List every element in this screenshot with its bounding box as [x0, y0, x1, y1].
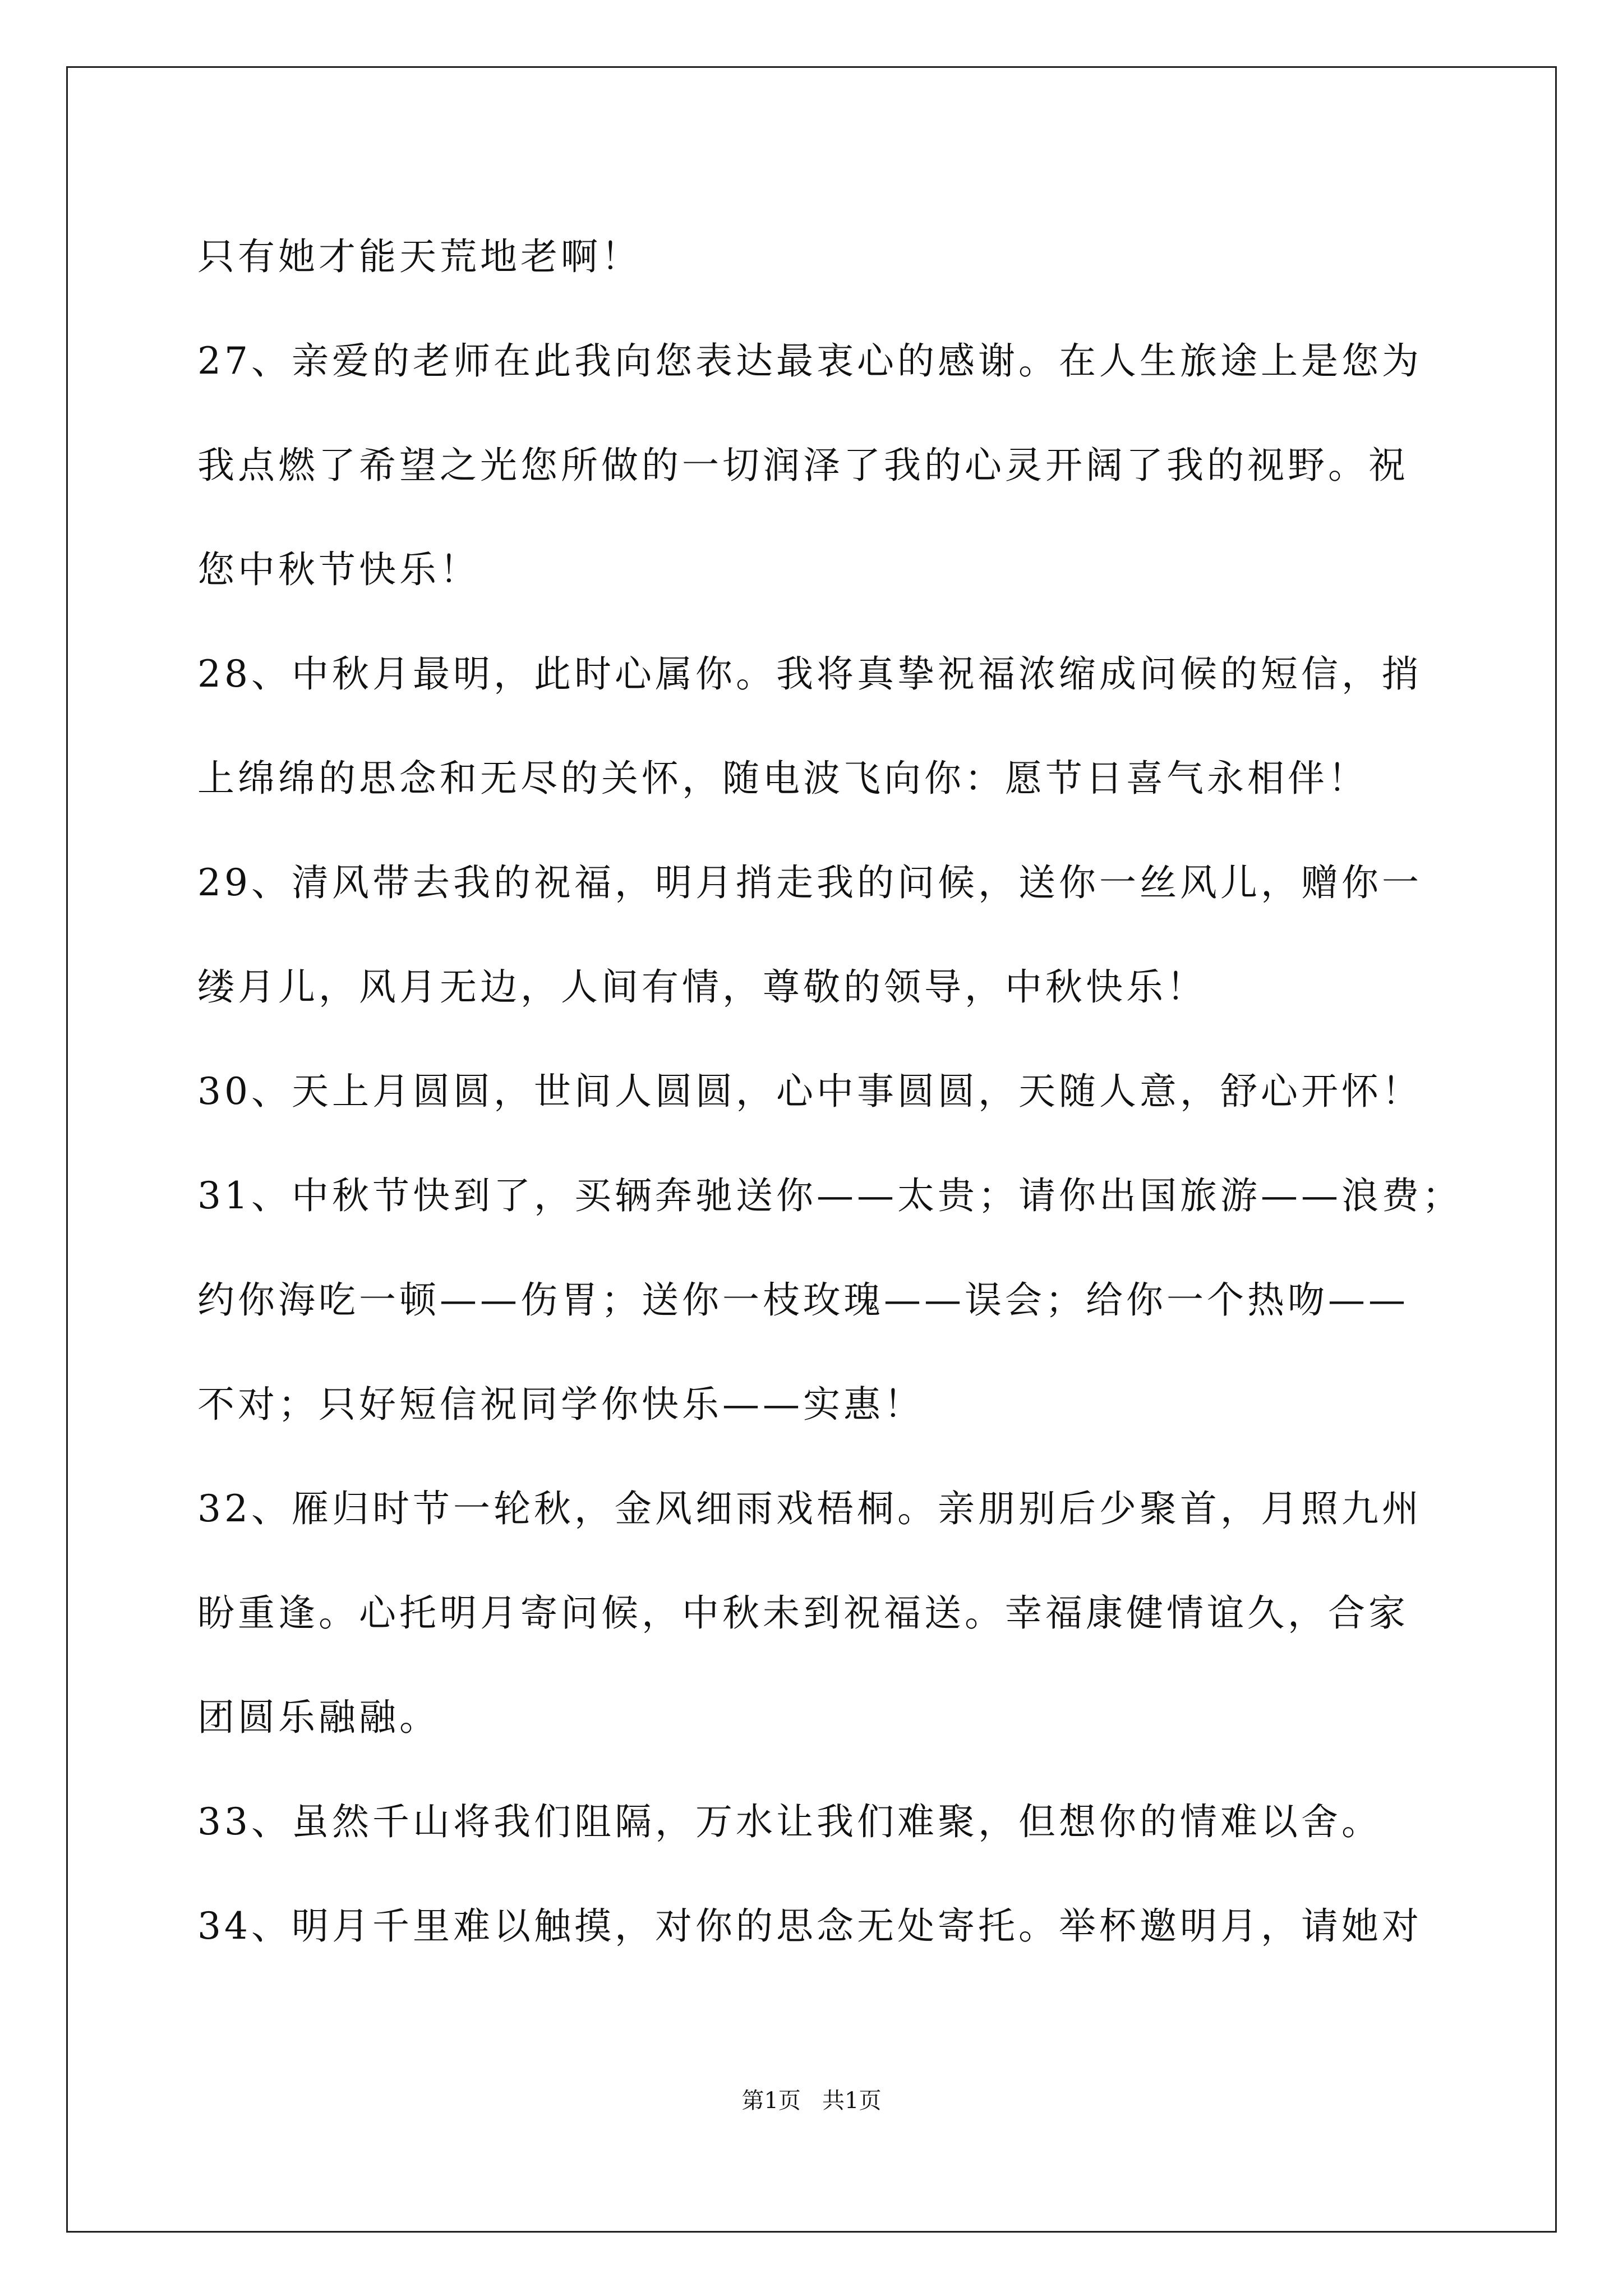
text-line: 27、亲爱的老师在此我向您表达最衷心的感谢。在人生旅途上是您为 — [197, 339, 1422, 383]
text-line: 33、虽然千山将我们阻隔，万水让我们难聚，但想你的情难以舍。 — [197, 1800, 1382, 1843]
text-line: 约你海吃一顿——伤胃；送你一枝玫瑰——误会；给你一个热吻—— — [197, 1278, 1409, 1322]
text-line: 我点燃了希望之光您所做的一切润泽了我的心灵开阔了我的视野。祝 — [197, 444, 1409, 487]
text-line: 您中秋节快乐！ — [197, 548, 480, 591]
text-line: 上绵绵的思念和无尽的关怀，随电波飞向你：愿节日喜气永相伴！ — [197, 757, 1368, 800]
text-line: 盼重逢。心托明月寄问候，中秋未到祝福送。幸福康健情谊久，合家 — [197, 1591, 1409, 1635]
document-body — [197, 205, 1463, 1978]
text-line: 31、中秋节快到了，买辆奔驰送你——太贵；请你出国旅游——浪费； — [197, 1174, 1463, 1217]
text-line: 只有她才能天荒地老啊！ — [197, 235, 642, 278]
text-line: 30、天上月圆圆，世间人圆圆，心中事圆圆，天随人意，舒心开怀！ — [197, 1070, 1422, 1113]
text-line: 34、明月千里难以触摸，对你的思念无处寄托。举杯邀明月，请她对 — [197, 1904, 1422, 1948]
text-line: 28、中秋月最明，此时心属你。我将真挚祝福浓缩成问候的短信，捎 — [197, 652, 1422, 696]
text-line: 32、雁归时节一轮秋，金风细雨戏梧桐。亲朋别后少聚首，月照九州 — [197, 1487, 1422, 1530]
text-line: 29、清风带去我的祝福，明月捎走我的问候，送你一丝风儿，赠你一 — [197, 861, 1422, 904]
text-line: 不对；只好短信祝同学你快乐——实惠！ — [197, 1383, 924, 1426]
text-line: 缕月儿，风月无边，人间有情，尊敬的领导，中秋快乐！ — [197, 965, 1207, 1009]
page-footer: 第1页 共1页 — [741, 2088, 882, 2114]
text-line: 团圆乐融融。 — [197, 1696, 440, 1739]
